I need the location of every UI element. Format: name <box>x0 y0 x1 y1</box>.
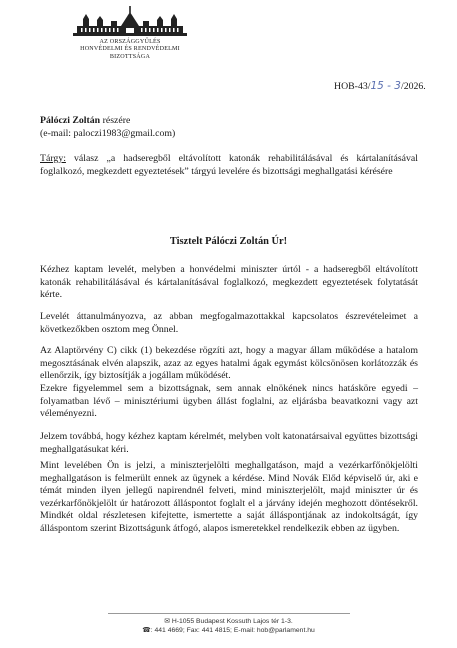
organization-line: HONVÉDELMI ÉS RENDVÉDELMI <box>80 46 180 53</box>
body-paragraph <box>40 311 418 336</box>
reference-suffix: /2026. <box>400 81 426 92</box>
subject-text: válasz „a hadseregből eltávolított katonák rehabilitálásával és kártalanításával foglalkozó, megkezdett egyeztetések” tárgyú levelére és bizottsági meghallgatási kérésére <box>40 153 418 177</box>
handwritten-reference: 15 - 3 <box>370 80 401 92</box>
footer-address: H-1055 Budapest Kossuth Lajos tér 1-3. <box>171 618 293 625</box>
reference-number <box>334 80 426 92</box>
subject-line <box>40 153 418 179</box>
subject-label: Tárgy: <box>40 153 66 164</box>
paragraph-text: Ezekre figyelemmel sem a bizottságnak, sem annak elnökének nincs hatásköre egyedi – folyamatban lévő – minisztériumi ügyben állást foglalni, az eljárásba beavatkozni vagy azt véleményezni. <box>40 383 418 420</box>
paragraph-text: Jelzem továbbá, hogy kézhez kaptam kérelmét, melyben volt katonatársaival együttes bizottsági meghallgatásukat kéri. <box>40 431 418 455</box>
footer: ✉ H-1055 Budapest Kossuth Lajos tér 1-3. ☎: 441 4669; Fax: 441 4815; E-mail: hob@parlament.hu <box>142 618 315 634</box>
recipient-email: (e-mail: paloczi1983@gmail.com) <box>40 128 176 139</box>
recipient-name: Pálóczi Zoltán <box>40 115 101 126</box>
mail-icon: ✉ <box>164 618 170 625</box>
body-paragraph <box>40 431 418 456</box>
parliament-building-icon <box>71 6 189 38</box>
paragraph-text: Levelét áttanulmányozva, az abban megfogalmazottakkal kapcsolatos észrevételeimet a következőkben osztom meg Önnel. <box>40 311 418 335</box>
footer-contact: 441 4669; Fax: 441 4815; E-mail: hob@parlament.hu <box>154 627 315 634</box>
body-paragraph <box>40 264 418 302</box>
paragraph-text: Mint levelében Ön is jelzi, a miniszterjelölti meghallgatáson, majd a vezérkarfőnökjelölti meghallgatáson is felmerült ennek az ügynek a kérdése. Mind Novák Előd képviselő úr, aki e témát minden ilyen jellegű napirendnél felveti, mind miniszterjelölt, majd miniszter úr és vezérkarfőnökjelölt úr határozott álláspontot foglalt el a járvány idején meghozott döntésekről. Mindkét oldal részletesen kifejtette, ismertette a saját álláspontjának az indokoltságát, így álláspontom szerint Bizottságunk átfogó, alapos ismeretekkel rendelkezik ebben az ügyben. <box>40 460 418 534</box>
organization-name <box>60 39 200 61</box>
footer-divider <box>108 613 350 614</box>
paragraph-text: Kézhez kaptam levelét, melyben a honvédelmi miniszter úrtól - a hadseregből eltávolított katonák rehabilitálásával és kártalanításával foglalkozó, megkezdett egyeztetések folytatását kérte. <box>40 264 418 301</box>
body-paragraph <box>40 345 418 383</box>
paragraph-text: Az Alaptörvény C) cikk (1) bekezdése rögzíti azt, hogy a magyar állam működése a hatalom megosztásának elvén alapszik, azaz az egyes hatalmi ágak egymást kölcsönösen korlátozzák és ellenőrzik, így biztosítják a jogállam működését. <box>40 345 418 382</box>
phone-icon: ☎ <box>142 627 151 634</box>
reference-prefix: HOB-43/ <box>334 81 371 92</box>
letterhead <box>60 6 200 61</box>
body-paragraph <box>40 460 418 536</box>
organization-line: BIZOTTSÁGA <box>109 53 151 60</box>
recipient-block <box>40 114 175 140</box>
recipient-suffix: részére <box>100 115 131 126</box>
organization-line: AZ ORSZÁGGYŰLÉS <box>99 39 161 45</box>
salutation: Tisztelt Pálóczi Zoltán Úr! <box>169 236 288 247</box>
body-paragraph <box>40 383 418 421</box>
